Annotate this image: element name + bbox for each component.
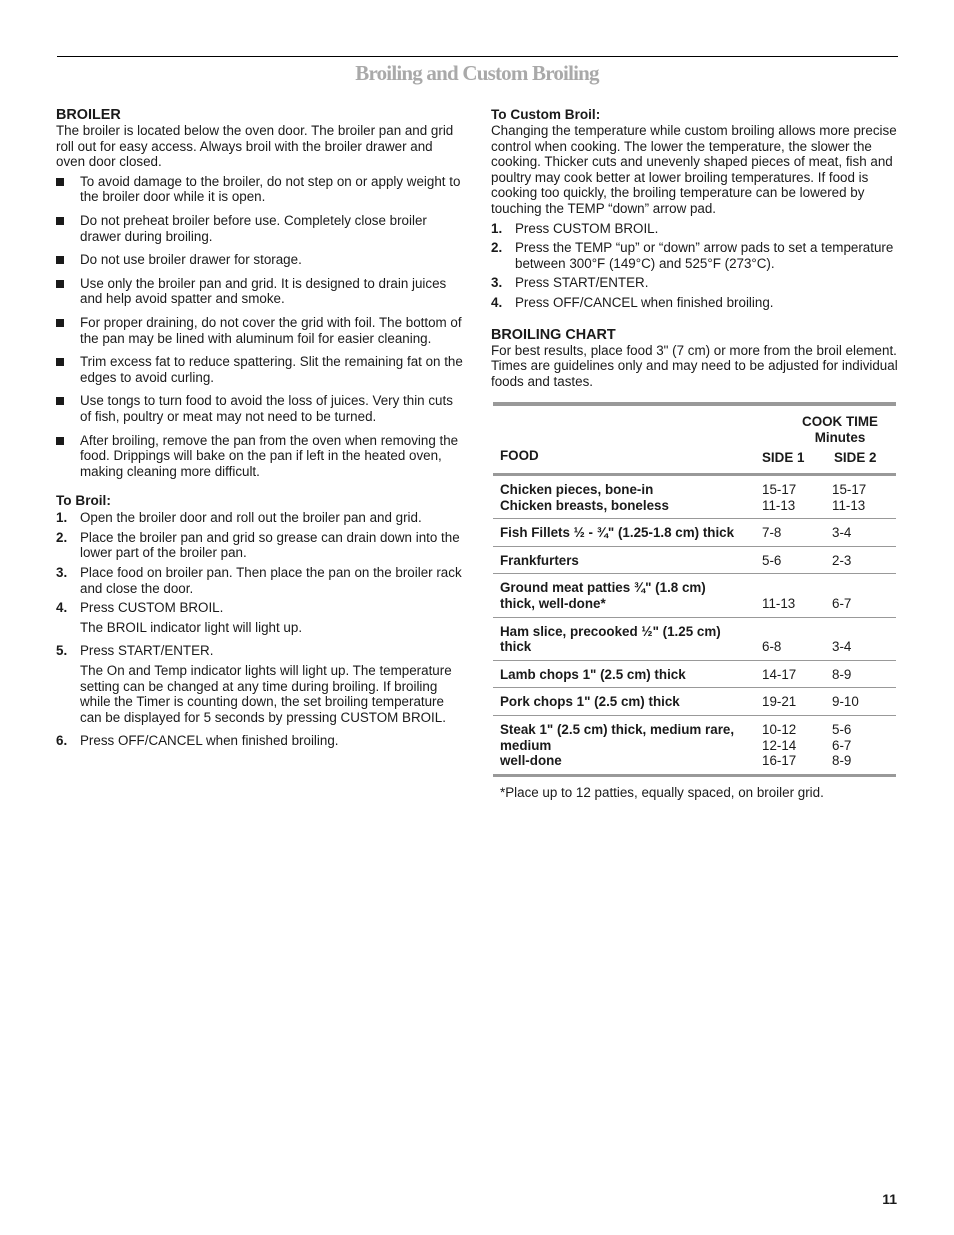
step-item	[56, 600, 464, 635]
square-bullet-icon	[56, 178, 64, 186]
food-cell	[493, 688, 762, 716]
broiling-chart-heading: BROILING CHART	[491, 326, 616, 343]
food-cell-line: well-done	[500, 753, 562, 769]
step-item	[56, 530, 464, 561]
side2-cell	[832, 716, 896, 774]
side2-cell	[832, 574, 896, 617]
right-column	[491, 107, 898, 800]
food-cell	[493, 617, 762, 660]
square-bullet-icon	[56, 319, 64, 327]
side2-cell	[832, 688, 896, 716]
step-text: Press OFF/CANCEL when finished broiling.	[80, 733, 339, 749]
side1-cell	[762, 716, 832, 774]
broiler-bullet-list	[56, 174, 464, 480]
side2-cell	[832, 475, 896, 519]
side1-cell-line: 16-17	[762, 753, 797, 769]
food-cell-line: thick	[500, 639, 532, 655]
food-cell-line: Ham slice, precooked ½" (1.25 cm)	[500, 623, 721, 639]
step-item	[491, 221, 898, 237]
broiler-bullet-item	[56, 174, 464, 205]
step-number: 4.	[56, 600, 68, 616]
bullet-text: After broiling, remove the pan from the oven when removing the food. Drippings will bake on the pan if left in the heated oven, making cleaning more difficult.	[80, 432, 459, 479]
page-title: Broiling and Custom Broiling	[355, 61, 599, 85]
chart-row	[493, 519, 896, 547]
top-rule	[57, 56, 898, 57]
broiling-chart-intro: For best results, place food 3" (7 cm) or more from the broil element. Times are guidelines only and may need to be adjusted for individual foods and tastes.	[491, 342, 898, 389]
step-number: 2.	[491, 240, 503, 256]
custom-broil-heading: To Custom Broil:	[491, 107, 601, 122]
side2-cell-line: 6-7	[832, 737, 852, 753]
custom-broil-intro: Changing the temperature while custom broiling allows more precise control when cooking. The lower the temperature, the slower the cooking. Thicker cuts and unevenly shaped pieces of meat, fish and poultry may cook better at lower broiling temperatures. If food is cooking too quickly, the broiling temperature can be lowered by touching the TEMP “down” arrow pad.	[491, 123, 897, 216]
food-cell	[493, 475, 762, 519]
food-cell	[493, 716, 762, 774]
side2-cell-line: 3-4	[832, 639, 852, 655]
chart-footnote: *Place up to 12 patties, equally spaced, on broiler grid.	[500, 784, 824, 800]
bullet-text: To avoid damage to the broiler, do not step on or apply weight to the broiler door while it is open.	[80, 173, 461, 205]
side2-cell-line: 8-9	[832, 666, 852, 682]
side2-cell	[832, 546, 896, 574]
chart-row	[493, 716, 896, 774]
chart-row	[493, 574, 896, 617]
side1-cell-line: 5-6	[762, 552, 782, 568]
chart-row	[493, 617, 896, 660]
bullet-text: Do not preheat broiler before use. Completely close broiler drawer during broiling.	[80, 212, 427, 244]
step-item	[491, 240, 898, 271]
step-item	[491, 275, 898, 291]
broiler-bullet-item	[56, 315, 464, 346]
custom-broil-steps	[491, 221, 898, 311]
food-cell-line: Steak 1" (2.5 cm) thick, medium rare,	[500, 722, 735, 738]
side1-cell	[762, 574, 832, 617]
food-cell-line: Lamb chops 1" (2.5 cm) thick	[500, 666, 686, 682]
step-number: 4.	[491, 294, 503, 310]
side1-cell	[762, 660, 832, 688]
step-text: Place the broiler pan and grid so grease can drain down into the lower part of the broiler pan.	[80, 529, 460, 561]
side1-cell-line: 7-8	[762, 525, 782, 541]
cook-time-label: COOK TIME	[802, 414, 878, 430]
food-cell-line: Chicken breasts, boneless	[500, 497, 669, 513]
to-broil-steps	[56, 510, 464, 749]
bullet-text: For proper draining, do not cover the grid with foil. The bottom of the pan may be lined with aluminum foil for easier cleaning.	[80, 314, 462, 346]
chart-header-row	[493, 406, 896, 474]
step-note: The On and Temp indicator lights will light up. The temperature setting can be changed at any time during broiling. If broiling while the Timer is counting down, the set broiling temperature can be displayed for 5 seconds by pressing CUSTOM BROIL.	[80, 663, 452, 725]
side2-cell	[832, 660, 896, 688]
chart-row	[493, 660, 896, 688]
broiler-bullet-item	[56, 213, 464, 244]
bullet-text: Use tongs to turn food to avoid the loss of juices. Very thin cuts of fish, poultry or meat may not need to be turned.	[80, 393, 453, 424]
square-bullet-icon	[56, 397, 64, 405]
side2-cell-line: 8-9	[832, 753, 852, 769]
side1-cell-line: 11-13	[762, 497, 796, 513]
chart-row	[493, 546, 896, 574]
broiler-heading: BROILER	[56, 107, 121, 123]
side1-cell-line: 6-8	[762, 639, 782, 655]
step-text: Press CUSTOM BROIL.	[80, 600, 224, 616]
square-bullet-icon	[56, 358, 64, 366]
side1-cell-line: 10-12	[762, 722, 797, 738]
side2-header: SIDE 2	[834, 449, 877, 465]
step-text: Press the TEMP “up” or “down” arrow pads to set a temperature between 300°F (149°C) and 525°F (273°C).	[515, 240, 894, 271]
food-cell-line: Pork chops 1" (2.5 cm) thick	[500, 694, 680, 710]
broiler-intro: The broiler is located below the oven door. The broiler pan and grid roll out for easy access. Always broil with the broiler drawer and oven door closed.	[56, 123, 454, 170]
side1-cell	[762, 519, 832, 547]
side1-cell	[762, 475, 832, 519]
food-cell	[493, 574, 762, 617]
step-text: Open the broiler door and roll out the broiler pan and grid.	[80, 510, 422, 526]
cook-time-header	[762, 406, 896, 474]
square-bullet-icon	[56, 280, 64, 288]
bullet-text: Trim excess fat to reduce spattering. Slit the remaining fat on the edges to avoid curling.	[80, 354, 463, 385]
side2-cell-line: 3-4	[832, 525, 852, 541]
step-number: 1.	[56, 510, 68, 526]
side2-cell	[832, 617, 896, 660]
step-note: The BROIL indicator light will light up.	[80, 619, 303, 635]
broiler-bullet-item	[56, 252, 464, 268]
step-number: 2.	[56, 529, 68, 545]
step-number: 3.	[56, 565, 68, 581]
chart-row	[493, 688, 896, 716]
square-bullet-icon	[56, 437, 64, 445]
food-cell-line: Frankfurters	[500, 552, 579, 568]
food-cell-line: thick, well-done*	[500, 596, 606, 612]
side2-cell-line: 5-6	[832, 722, 852, 738]
broiling-chart-table	[493, 402, 896, 777]
step-text: Press START/ENTER.	[80, 643, 214, 659]
left-column	[56, 107, 464, 753]
food-cell-line: Chicken pieces, bone-in	[500, 482, 654, 498]
to-broil-heading: To Broil:	[56, 493, 111, 509]
food-header: FOOD	[500, 447, 539, 463]
food-cell-line: Fish Fillets ½ - ¾" (1.25-1.8 cm) thick	[500, 525, 735, 541]
side1-cell-line: 14-17	[762, 666, 797, 682]
minutes-label: Minutes	[814, 429, 866, 445]
step-text: Press OFF/CANCEL when finished broiling.	[515, 294, 774, 310]
square-bullet-icon	[56, 256, 64, 264]
bullet-text: Do not use broiler drawer for storage.	[80, 252, 302, 268]
bullet-text: Use only the broiler pan and grid. It is designed to drain juices and help avoid spatter and smoke.	[80, 275, 447, 307]
side1-cell-line: 11-13	[762, 596, 796, 612]
broiler-bullet-item	[56, 433, 464, 480]
side2-cell-line: 11-13	[832, 497, 866, 513]
step-item	[491, 295, 898, 311]
food-cell	[493, 546, 762, 574]
step-text: Press START/ENTER.	[515, 275, 649, 291]
side1-cell	[762, 688, 832, 716]
food-cell	[493, 660, 762, 688]
broiler-bullet-item	[56, 276, 464, 307]
side2-cell-line: 2-3	[832, 552, 852, 568]
side2-cell	[832, 519, 896, 547]
step-number: 1.	[491, 220, 503, 236]
step-text: Place food on broiler pan. Then place the pan on the broiler rack and close the door.	[80, 565, 462, 596]
side1-cell	[762, 617, 832, 660]
food-cell-line: medium	[500, 737, 552, 753]
side1-header: SIDE 1	[762, 449, 805, 465]
step-item	[56, 565, 464, 596]
side2-cell-line: 15-17	[832, 482, 867, 498]
step-number: 6.	[56, 733, 68, 749]
side2-cell-line: 9-10	[832, 694, 859, 710]
broiler-bullet-item	[56, 393, 464, 424]
broiler-bullet-item	[56, 354, 464, 385]
side1-cell-line: 19-21	[762, 694, 797, 710]
food-cell	[493, 519, 762, 547]
step-item	[56, 643, 464, 725]
food-cell-line: Ground meat patties ¾" (1.8 cm)	[500, 580, 706, 596]
step-number: 5.	[56, 643, 68, 659]
side2-cell-line: 6-7	[832, 596, 852, 612]
step-number: 3.	[491, 275, 503, 291]
square-bullet-icon	[56, 217, 64, 225]
step-text: Press CUSTOM BROIL.	[515, 220, 659, 236]
chart-row	[493, 475, 896, 519]
side1-cell-line: 15-17	[762, 482, 797, 498]
side1-cell	[762, 546, 832, 574]
step-item	[56, 733, 464, 749]
page-number: 11	[882, 1191, 897, 1207]
side1-cell-line: 12-14	[762, 737, 797, 753]
step-item	[56, 510, 464, 526]
